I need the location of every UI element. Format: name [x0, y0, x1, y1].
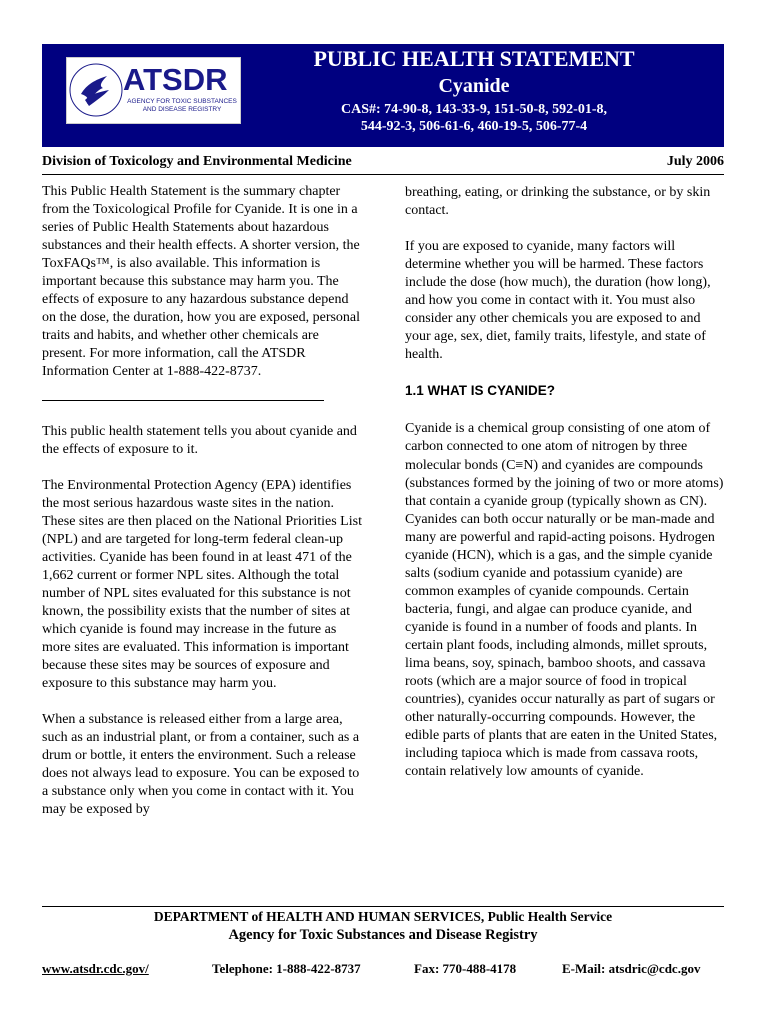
paragraph: breathing, eating, or drinking the substance, or by skin contact. — [405, 185, 711, 219]
cas-line-2: 544-92-3, 506-61-6, 460-19-5, 506-77-4 — [360, 119, 588, 134]
paragraph: Cyanide is a chemical group consisting of one atom of carbon connected to one atom of nitrogen by three molecular bonds (C≡N) and cyanides are compounds (substances formed by the joining of two or more atoms) that contain a cyanide group (typically shown as CN). Cyanides can both occur naturally or be man-made and many are powerful and rapid-acting poisons. Hydrogen cyanide (HCN), which is a gas, and the simple cyanide salts (sodium cyanide and potassium cyanide) are common examples of cyanide compounds. Certain bacteria, fungi, and algae can produce cyanide, and cyanide is found in a number of foods and plants. In certain plant foods, including almonds, millet sprouts, lima beans, soy, spinach, bamboo shoots, and cassava roots (which are a major source of food in tropical countries), cyanides occur naturally as part of sugars or other naturally-occurring compounds. However, the edible parts of plants that are eaten in the United States, including tapioca which is made from cassava roots, contain relatively low amounts of cyanide. — [405, 421, 724, 780]
left-column — [42, 183, 362, 837]
cas-line-1: CAS#: 74-90-8, 143-33-9, 151-50-8, 592-01-8, — [341, 102, 607, 117]
footer-divider — [42, 906, 724, 907]
section-heading: 1.1 WHAT IS CYANIDE? — [405, 383, 556, 399]
atsdr-logo — [66, 57, 241, 124]
paragraph: This public health statement tells you about cyanide and the effects of exposure to it. — [42, 423, 357, 457]
separator-line — [42, 400, 324, 401]
paragraph: When a substance is released either from a large area, such as an industrial plant, or from a container, such as a drum or bottle, it enters the environment. Such a release does not always lead to exposure. You can be exposed to a substance only when you come in contact with it. You may be exposed by — [42, 712, 360, 818]
logo-subtext: AGENCY FOR TOXIC SUBSTANCES AND DISEASE REGISTRY — [127, 98, 237, 113]
division-name: Division of Toxicology and Environmental Medicine — [42, 154, 352, 169]
eagle-emblem-icon — [69, 60, 123, 120]
cas-numbers — [254, 101, 694, 135]
document-title: PUBLIC HEALTH STATEMENT — [313, 46, 635, 71]
footer-department: DEPARTMENT of HEALTH AND HUMAN SERVICES, Public Health Service — [153, 909, 613, 924]
email-info: E-Mail: atsdric@cdc.gov — [562, 961, 701, 976]
division-header — [42, 152, 724, 175]
footer-agency: Agency for Toxic Substances and Disease Registry — [228, 927, 538, 943]
paragraph: If you are exposed to cyanide, many factors will determine whether you will be harmed. These factors include the dose (how much), the duration (how long), and how you come in contact with it. You must also consider any other chemicals you are exposed to and your age, sex, diet, family traits, lifestyle, and state of health. — [405, 239, 711, 363]
publication-date: July 2006 — [666, 154, 724, 169]
substance-name: Cyanide — [438, 75, 510, 97]
paragraph: The Environmental Protection Agency (EPA) identifies the most serious hazardous waste sites in the nation. These sites are then placed on the National Priorities List (NPL) and are targeted for long-term federal clean-up activities. Cyanide has been found in at least 471 of the 1,662 current or former NPL sites. Although the total number of NPL sites evaluated for this substance is not known, the possibility exists that the number of sites at which cyanide is found may increase in the future as more sites are evaluated. This information is important because these sites may be sources of exposure and exposure to this substance may harm you. — [42, 477, 362, 692]
intro-paragraph: This Public Health Statement is the summary chapter from the Toxicological Profile for Cyanide. It is one in a series of Public Health Statements about hazardous substances and their health effects. A shorter version, the ToxFAQs™, is also available. This information is important because this substance may harm you. The effects of exposure to any hazardous substance depend on the dose, the duration, how you are exposed, personal traits and habits, and whether other chemicals are present. For more information, call the ATSDR Information Center at 1-888-422-8737. — [42, 184, 361, 380]
logo-wordmark: ATSDR — [123, 62, 228, 97]
telephone-info: Telephone: 1-888-422-8737 — [212, 961, 361, 976]
right-column — [405, 184, 725, 799]
website-link[interactable]: www.atsdr.cdc.gov/ — [42, 961, 149, 976]
fax-info: Fax: 770-488-4178 — [414, 961, 517, 976]
header-banner — [42, 44, 724, 147]
